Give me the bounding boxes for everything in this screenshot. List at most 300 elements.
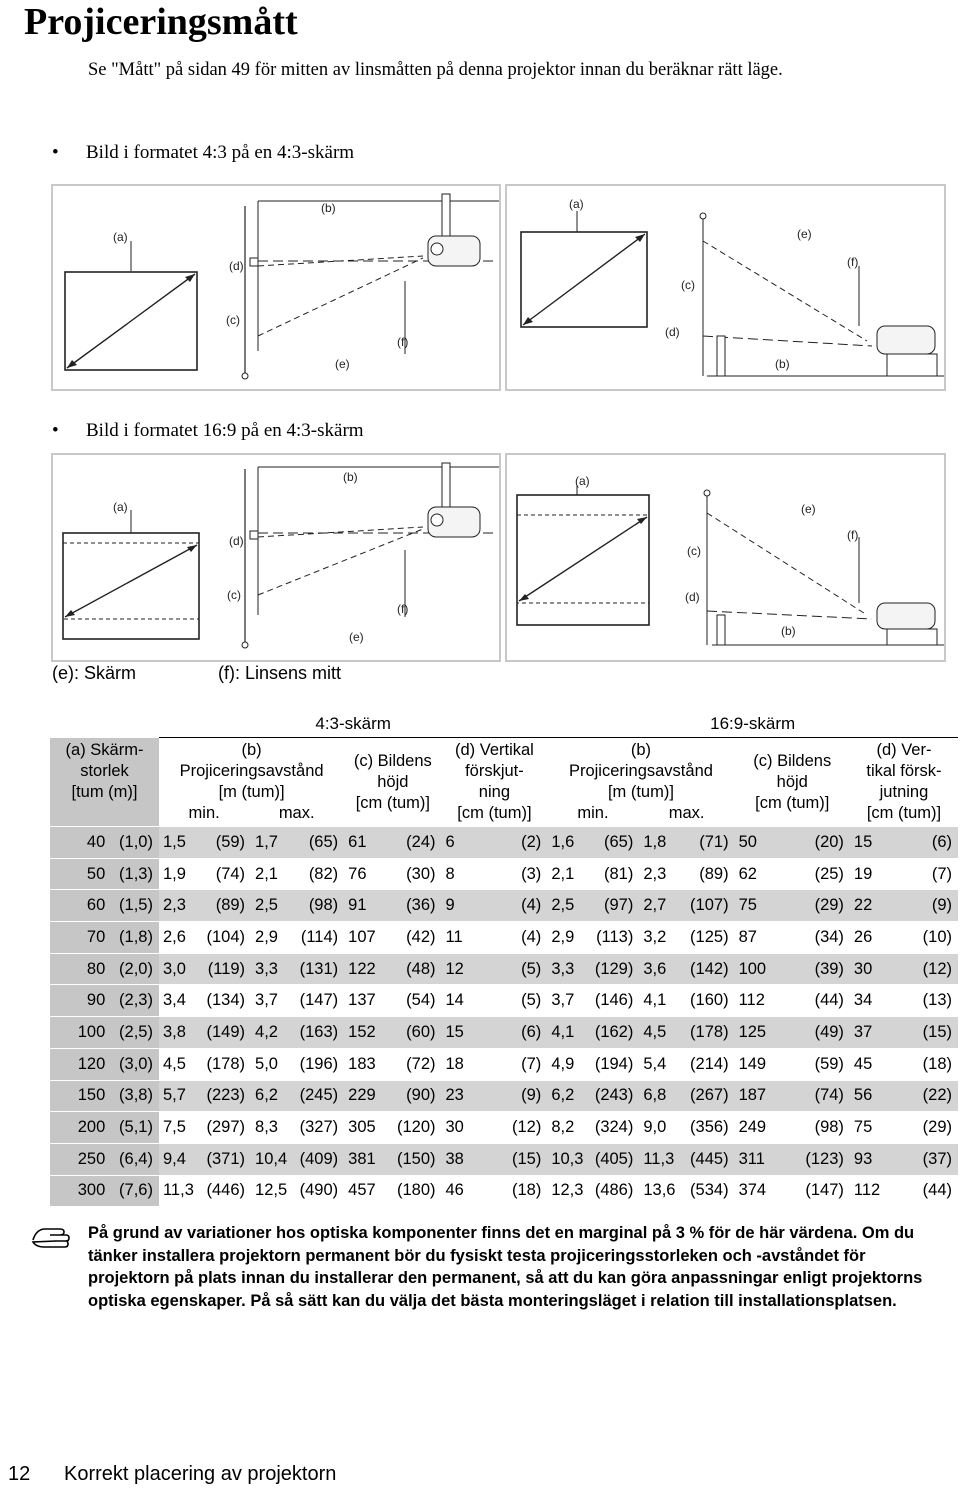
- screen-shape: [63, 533, 199, 639]
- table-cell: (81): [588, 858, 640, 890]
- table-cell: (13): [908, 985, 958, 1017]
- table-cell: (3): [494, 858, 547, 890]
- table-row: [50, 1048, 958, 1080]
- header-line: (b): [630, 741, 652, 759]
- table-cell: 7,5: [159, 1112, 201, 1144]
- table-cell: 1,7: [251, 827, 291, 859]
- header-line: jutning: [879, 783, 929, 801]
- table-cell: (2): [494, 827, 547, 859]
- bullet-dot: •: [52, 420, 59, 441]
- table-cell: 45: [850, 1048, 908, 1080]
- table-cell: 75: [735, 890, 801, 922]
- table-cell: (147): [291, 985, 344, 1017]
- group-43-screen: 4:3-skärm: [159, 709, 547, 738]
- table-cell: 3,7: [547, 985, 587, 1017]
- diagram-ceiling-43: [51, 184, 501, 391]
- table-cell: (7): [908, 858, 958, 890]
- table-cell: 1,6: [547, 827, 587, 859]
- table-cell: 122: [344, 953, 386, 985]
- table-cell: (445): [680, 1143, 735, 1175]
- table-cell: (29): [908, 1112, 958, 1144]
- table-cell: 4,1: [639, 985, 679, 1017]
- diagram-ceiling-169: [51, 453, 501, 662]
- table-cell: (89): [680, 858, 735, 890]
- header-line: [m (tum)]: [607, 783, 674, 801]
- table-cell: 15: [850, 827, 908, 859]
- table-cell: (89): [201, 890, 251, 922]
- label-e: (e): [335, 357, 350, 371]
- table-cell: (196): [291, 1048, 344, 1080]
- table-cell: (12): [494, 1112, 547, 1144]
- header-projection-distance-43: [159, 738, 344, 827]
- table-cell: 75: [850, 1112, 908, 1144]
- table-cell: 15: [442, 1017, 495, 1049]
- table-cell: 3,8: [159, 1017, 201, 1049]
- label-a: (a): [575, 474, 590, 488]
- label-e: (e): [801, 502, 816, 516]
- table-cell: 34: [850, 985, 908, 1017]
- note-hand-icon: [30, 1220, 80, 1250]
- label-a: (a): [113, 230, 128, 244]
- table-cell: (223): [201, 1080, 251, 1112]
- table-cell: (98): [291, 890, 344, 922]
- table-cell: (147): [800, 1175, 850, 1206]
- table-cell: 229: [344, 1080, 386, 1112]
- table-cell: (125): [680, 922, 735, 954]
- section-heading-169: [52, 420, 364, 442]
- chapter-title: Korrekt placering av projektorn: [64, 1463, 337, 1485]
- header-vertical-offset-169: [850, 738, 958, 827]
- table-cell: (4): [494, 922, 547, 954]
- label-c: (c): [226, 313, 240, 327]
- table-cell: 4,5: [639, 1017, 679, 1049]
- header-image-height-43: [344, 738, 441, 827]
- table-cell: (5): [494, 953, 547, 985]
- table-cell: (446): [201, 1175, 251, 1206]
- table-cell: 112: [850, 1175, 908, 1206]
- table-cell: (39): [800, 953, 850, 985]
- header-line: (c) Bildens: [353, 751, 432, 770]
- header-vertical-offset-43: [442, 738, 548, 827]
- table-cell: (37): [908, 1143, 958, 1175]
- section-heading-text: Bild i formatet 4:3 på en 4:3-skärm: [86, 142, 355, 163]
- table-cell: 4,1: [547, 1017, 587, 1049]
- header-line: förskjut-: [465, 762, 524, 780]
- table-cell: 9: [442, 890, 495, 922]
- table-cell: 3,7: [251, 985, 291, 1017]
- label-f: (f): [397, 602, 409, 616]
- table-cell: (327): [291, 1112, 344, 1144]
- header-line: [m (tum)]: [218, 783, 285, 801]
- table-cell: 2,5: [251, 890, 291, 922]
- table-cell: 12,3: [547, 1175, 587, 1206]
- legend-screen: (e): Skärm: [52, 663, 137, 683]
- table-cell: 3,4: [159, 985, 201, 1017]
- table-cell: 457: [344, 1175, 386, 1206]
- label-d: (d): [685, 590, 700, 604]
- label-d: (d): [229, 259, 244, 273]
- table-row: [50, 1143, 958, 1175]
- table-cell: (29): [800, 890, 850, 922]
- header-line: ning: [478, 783, 510, 801]
- table-cell: (131): [291, 953, 344, 985]
- table-cell: 4,2: [251, 1017, 291, 1049]
- table-cell: 8,3: [251, 1112, 291, 1144]
- diagram-table-43: [505, 184, 946, 391]
- header-line: (d) Ver-: [876, 741, 932, 759]
- table-cell: 26: [850, 922, 908, 954]
- header-line: (d) Vertikal: [454, 741, 534, 759]
- table-cell: (7): [494, 1048, 547, 1080]
- table-cell: 2,9: [547, 922, 587, 954]
- page-footer: [8, 1463, 336, 1486]
- table-cell: 6: [442, 827, 495, 859]
- table-cell: 1,9: [159, 858, 201, 890]
- table-cell: (4): [494, 890, 547, 922]
- label-b: (b): [775, 357, 790, 371]
- label-a: (a): [569, 197, 584, 211]
- table-cell: 3,0: [159, 953, 201, 985]
- table-cell: 87: [735, 922, 801, 954]
- table-cell: (71): [680, 827, 735, 859]
- table-cell: (60): [386, 1017, 441, 1049]
- table-cell: (107): [680, 890, 735, 922]
- table-cell: (113): [588, 922, 640, 954]
- table-row: [50, 953, 958, 985]
- table-cell: 150: [50, 1080, 109, 1112]
- table-cell: 2,1: [547, 858, 587, 890]
- table-cell: (142): [680, 953, 735, 985]
- table-cell: (6): [908, 827, 958, 859]
- label-c: (c): [681, 278, 695, 292]
- table-cell: 61: [344, 827, 386, 859]
- table-cell: 12: [442, 953, 495, 985]
- label-b: (b): [343, 470, 358, 484]
- table-cell: (44): [800, 985, 850, 1017]
- table-cell: 18: [442, 1048, 495, 1080]
- table-cell: (18): [908, 1048, 958, 1080]
- table-cell: 19: [850, 858, 908, 890]
- table-cell: 3,3: [251, 953, 291, 985]
- table-cell: 50: [735, 827, 801, 859]
- bullet-dot: •: [52, 142, 59, 163]
- table-cell: (15): [494, 1143, 547, 1175]
- table-cell: 10,3: [547, 1143, 587, 1175]
- table-cell: (72): [386, 1048, 441, 1080]
- table-cell: (24): [386, 827, 441, 859]
- table-cell: 23: [442, 1080, 495, 1112]
- table-cell: 90: [50, 985, 109, 1017]
- table-cell: 76: [344, 858, 386, 890]
- table-cell: 305: [344, 1112, 386, 1144]
- table-cell: 6,2: [251, 1080, 291, 1112]
- table-cell: 3,2: [639, 922, 679, 954]
- table-cell: (20): [800, 827, 850, 859]
- table-cell: (214): [680, 1048, 735, 1080]
- table-cell: (178): [201, 1048, 251, 1080]
- table-cell: 37: [850, 1017, 908, 1049]
- table-cell: 2,3: [639, 858, 679, 890]
- table-cell: (1,3): [109, 858, 159, 890]
- table-cell: 3,3: [547, 953, 587, 985]
- table-cell: (15): [908, 1017, 958, 1049]
- table-cell: (25): [800, 858, 850, 890]
- table-cell: 2,3: [159, 890, 201, 922]
- ceiling-mount-illustration: [53, 186, 499, 389]
- header-screen-size: [50, 738, 159, 827]
- legend-lens-center: (f): Linsens mitt: [218, 663, 342, 683]
- table-cell: (534): [680, 1175, 735, 1206]
- table-cell: (297): [201, 1112, 251, 1144]
- table-cell: (486): [588, 1175, 640, 1206]
- table-row: [50, 1112, 958, 1144]
- table-cell: (146): [588, 985, 640, 1017]
- table-cell: 60: [50, 890, 109, 922]
- table-cell: 4,9: [547, 1048, 587, 1080]
- table-cell: (163): [291, 1017, 344, 1049]
- table-cell: (12): [908, 953, 958, 985]
- table-cell: 149: [735, 1048, 801, 1080]
- page-title: Projiceringsmått: [24, 1, 298, 43]
- table-cell: 8: [442, 858, 495, 890]
- table-cell: (3,8): [109, 1080, 159, 1112]
- table-cell: 6,8: [639, 1080, 679, 1112]
- table-cell: 9,0: [639, 1112, 679, 1144]
- table-cell: 4,5: [159, 1048, 201, 1080]
- table-cell: (48): [386, 953, 441, 985]
- table-cell: 62: [735, 858, 801, 890]
- header-line: (c) Bildens: [753, 751, 832, 770]
- table-cell: (6): [494, 1017, 547, 1049]
- label-f: (f): [397, 335, 409, 349]
- table-cell: (2,0): [109, 953, 159, 985]
- table-cell: (180): [386, 1175, 441, 1206]
- table-cell: (371): [201, 1143, 251, 1175]
- table-cell: (114): [291, 922, 344, 954]
- group-169-screen: 16:9-skärm: [547, 709, 958, 738]
- table-cell: (9): [494, 1080, 547, 1112]
- table-cell: (123): [800, 1143, 850, 1175]
- label-c: (c): [227, 588, 241, 602]
- table-cell: 2,1: [251, 858, 291, 890]
- table-cell: (10): [908, 922, 958, 954]
- table-cell: 38: [442, 1143, 495, 1175]
- table-cell: (2,3): [109, 985, 159, 1017]
- header-line: tikal försk-: [866, 762, 942, 780]
- table-cell: 152: [344, 1017, 386, 1049]
- table-cell: 107: [344, 922, 386, 954]
- table-cell: (119): [201, 953, 251, 985]
- table-cell: 112: [735, 985, 801, 1017]
- table-cell: (42): [386, 922, 441, 954]
- table-cell: (1,8): [109, 922, 159, 954]
- table-cell: (245): [291, 1080, 344, 1112]
- table-cell: 200: [50, 1112, 109, 1144]
- table-row: [50, 858, 958, 890]
- table-cell: 46: [442, 1175, 495, 1206]
- table-cell: (49): [800, 1017, 850, 1049]
- table-cell: 137: [344, 985, 386, 1017]
- table-cell: 11,3: [639, 1143, 679, 1175]
- intro-text: Se "Mått" på sidan 49 för mitten av linsmåtten på denna projektor innan du beräknar rätt läge.: [88, 60, 783, 80]
- table-cell: 381: [344, 1143, 386, 1175]
- table-row: [50, 1175, 958, 1206]
- section-heading-text: Bild i formatet 16:9 på en 4:3-skärm: [86, 420, 364, 441]
- label-c: (c): [687, 544, 701, 558]
- table-cell: (1,5): [109, 890, 159, 922]
- header-line: storlek: [80, 761, 129, 780]
- table-cell: (356): [680, 1112, 735, 1144]
- header-line: (a) Skärm-: [65, 740, 144, 759]
- table-cell: 3,6: [639, 953, 679, 985]
- table-cell: 40: [50, 827, 109, 859]
- header-max: max.: [278, 804, 315, 822]
- label-b: (b): [781, 624, 796, 638]
- table-cell: (324): [588, 1112, 640, 1144]
- table-cell: (65): [291, 827, 344, 859]
- table-cell: (162): [588, 1017, 640, 1049]
- table-cell: (82): [291, 858, 344, 890]
- table-cell: 5,0: [251, 1048, 291, 1080]
- header-line: [tum (m)]: [71, 782, 138, 801]
- table-cell: 374: [735, 1175, 801, 1206]
- projector-shape: [877, 603, 935, 629]
- table-cell: 13,6: [639, 1175, 679, 1206]
- table-cell: 30: [442, 1112, 495, 1144]
- table-mount-illustration: [507, 186, 944, 389]
- table-row: [50, 890, 958, 922]
- table-cell: 30: [850, 953, 908, 985]
- table-cell: 14: [442, 985, 495, 1017]
- table-cell: (9): [908, 890, 958, 922]
- table-cell: (5,1): [109, 1112, 159, 1144]
- table-cell: 120: [50, 1048, 109, 1080]
- table-cell: 187: [735, 1080, 801, 1112]
- projection-table: [50, 709, 958, 1206]
- table-cell: 183: [344, 1048, 386, 1080]
- table-cell: 70: [50, 922, 109, 954]
- table-cell: 2,6: [159, 922, 201, 954]
- table-cell: (134): [201, 985, 251, 1017]
- table-cell: 93: [850, 1143, 908, 1175]
- table-row: [50, 1017, 958, 1049]
- label-d: (d): [229, 534, 244, 548]
- label-f: (f): [847, 528, 859, 542]
- table-cell: (1,0): [109, 827, 159, 859]
- header-line: [cm (tum)]: [866, 804, 942, 822]
- table-body: [50, 827, 958, 1207]
- table-cell: (243): [588, 1080, 640, 1112]
- table-cell: (129): [588, 953, 640, 985]
- table-cell: (97): [588, 890, 640, 922]
- table-cell: 5,4: [639, 1048, 679, 1080]
- table-cell: (178): [680, 1017, 735, 1049]
- table-cell: (54): [386, 985, 441, 1017]
- header-line: höjd: [377, 772, 409, 791]
- table-cell: (409): [291, 1143, 344, 1175]
- table-cell: (194): [588, 1048, 640, 1080]
- label-d: (d): [665, 325, 680, 339]
- table-cell: (59): [201, 827, 251, 859]
- table-cell: 249: [735, 1112, 801, 1144]
- table-cell: (120): [386, 1112, 441, 1144]
- table-cell: (6,4): [109, 1143, 159, 1175]
- table-cell: 2,7: [639, 890, 679, 922]
- header-min: min.: [577, 804, 609, 822]
- table-cell: (59): [800, 1048, 850, 1080]
- table-cell: (5): [494, 985, 547, 1017]
- table-cell: (104): [201, 922, 251, 954]
- table-cell: 12,5: [251, 1175, 291, 1206]
- header-line: [cm (tum)]: [355, 793, 430, 812]
- table-cell: (74): [201, 858, 251, 890]
- table-cell: (267): [680, 1080, 735, 1112]
- table-cell: (74): [800, 1080, 850, 1112]
- table-cell: 125: [735, 1017, 801, 1049]
- label-b: (b): [321, 201, 336, 215]
- table-cell: (22): [908, 1080, 958, 1112]
- table-cell: (149): [201, 1017, 251, 1049]
- table-cell: (490): [291, 1175, 344, 1206]
- table-cell: 9,4: [159, 1143, 201, 1175]
- table-cell: 80: [50, 953, 109, 985]
- table-cell: 56: [850, 1080, 908, 1112]
- projector-shape: [877, 326, 935, 354]
- table-cell: (18): [494, 1175, 547, 1206]
- table-cell: (150): [386, 1143, 441, 1175]
- diagram-table-169: [505, 453, 946, 662]
- note-text: På grund av variationer hos optiska komponenter finns det en marginal på 3 % för de här värdena. Om du tänker installera projektorn permanent bör du fysiskt testa projiceringsstorleken och -avståndet för projektorn på plats innan du installerar den permanent, så att du kan göra anpassningar enligt projektorns optiska egenskaper. På så sätt kan du välja det bästa monteringsläget i relation till installationsplatsen.: [88, 1224, 923, 1310]
- table-cell: 2,9: [251, 922, 291, 954]
- page-number: 12: [8, 1463, 31, 1485]
- table-row: [50, 985, 958, 1017]
- table-row: [50, 827, 958, 859]
- table-cell: 6,2: [547, 1080, 587, 1112]
- section-heading-43: [52, 142, 354, 164]
- table-cell: (44): [908, 1175, 958, 1206]
- header-line: [cm (tum)]: [755, 793, 830, 812]
- label-e: (e): [797, 227, 812, 241]
- table-cell: 311: [735, 1143, 801, 1175]
- table-cell: (90): [386, 1080, 441, 1112]
- header-min: min.: [188, 804, 220, 822]
- table-cell: (160): [680, 985, 735, 1017]
- table-cell: (34): [800, 922, 850, 954]
- table-cell: 100: [50, 1017, 109, 1049]
- label-e: (e): [349, 630, 364, 644]
- table-cell: (2,5): [109, 1017, 159, 1049]
- label-a: (a): [113, 500, 128, 514]
- header-projection-distance-169: [547, 738, 734, 827]
- table-cell: (7,6): [109, 1175, 159, 1206]
- table-cell: 100: [735, 953, 801, 985]
- table-cell: 50: [50, 858, 109, 890]
- table-cell: 10,4: [251, 1143, 291, 1175]
- label-f: (f): [847, 255, 859, 269]
- table-cell: 11: [442, 922, 495, 954]
- table-cell: 5,7: [159, 1080, 201, 1112]
- table-cell: 1,5: [159, 827, 201, 859]
- table-cell: (405): [588, 1143, 640, 1175]
- table-cell: (30): [386, 858, 441, 890]
- table-cell: 22: [850, 890, 908, 922]
- table-cell: (65): [588, 827, 640, 859]
- table-row: [50, 922, 958, 954]
- table-cell: (3,0): [109, 1048, 159, 1080]
- table-cell: 11,3: [159, 1175, 201, 1206]
- table-cell: 91: [344, 890, 386, 922]
- table-mount-illustration: [507, 455, 944, 660]
